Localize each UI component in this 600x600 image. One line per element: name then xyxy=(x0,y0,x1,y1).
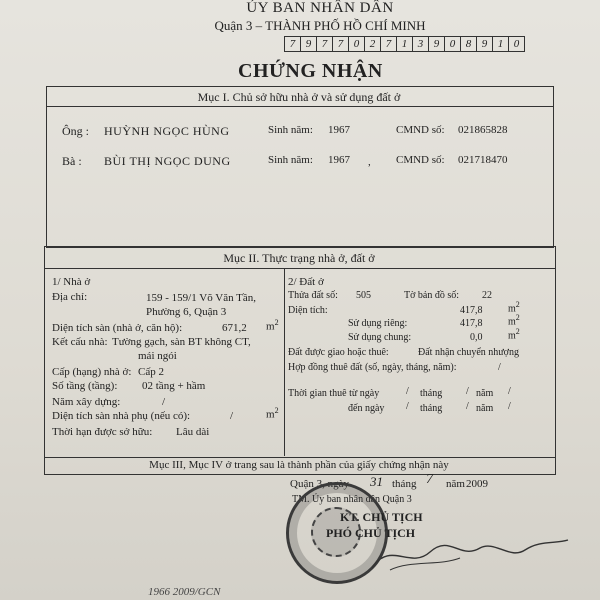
serial-digit: 9 xyxy=(301,37,317,51)
aux-area-label: Diện tích sàn nhà phụ (nếu có): xyxy=(52,410,191,422)
shared-use-value: 0,0 xyxy=(470,332,483,343)
divider xyxy=(44,268,555,269)
serial-digit: 7 xyxy=(285,37,301,51)
signing-year: 2009 xyxy=(466,478,488,490)
separator-comma: , xyxy=(368,156,371,168)
parcel-label: Thửa đất số: xyxy=(288,290,338,301)
footer-note: Mục III, Mục IV ở trang sau là thành phần của giấy chứng nhận này xyxy=(149,459,449,471)
serial-digit: 7 xyxy=(381,37,397,51)
lease-from-month: / xyxy=(466,386,469,397)
year-built-label: Năm xây dựng: xyxy=(52,396,121,408)
shared-use-label: Sử dụng chung: xyxy=(348,332,412,343)
owner1-birth-year: 1967 xyxy=(328,124,350,136)
serial-digit: 0 xyxy=(349,37,365,51)
address-label: Địa chỉ: xyxy=(52,291,88,303)
land-area-unit: $m^2$ xyxy=(508,300,520,315)
owner1-name: HUỲNH NGỌC HÙNG xyxy=(104,124,230,138)
floor-area-label: Diện tích sàn (nhà ở, căn hộ): xyxy=(52,322,183,334)
house-title: 1/ Nhà ở xyxy=(52,276,91,288)
owner2-birth-label: Sinh năm: xyxy=(268,154,313,166)
lease-from-day: / xyxy=(406,386,409,397)
address-line1: 159 - 159/1 Võ Văn Tần, xyxy=(146,292,256,304)
ownership-term-label: Thời hạn được sở hữu: xyxy=(52,426,153,438)
signing-authority: TM. Ủy ban nhân dân Quận 3 xyxy=(292,494,412,505)
lease-contract-label: Hợp đồng thuê đất (số, ngày, tháng, năm): xyxy=(288,362,457,373)
serial-digit: 8 xyxy=(461,37,477,51)
serial-digit: 7 xyxy=(333,37,349,51)
ownership-term-value: Lâu dài xyxy=(176,426,210,438)
owner1-birth-label: Sinh năm: xyxy=(268,124,313,136)
issuer-name: ỦY BAN NHÂN DÂN xyxy=(246,0,394,16)
serial-digit: 2 xyxy=(365,37,381,51)
lease-to-month: / xyxy=(466,401,469,412)
signer-role1: KT. CHỦ TỊCH xyxy=(340,510,423,524)
land-origin-value: Đất nhận chuyển nhượng xyxy=(418,347,519,358)
signing-day: 31 xyxy=(370,474,383,489)
land-origin-label: Đất được giao hoặc thuê: xyxy=(288,347,389,358)
floors-value: 02 tầng + hầm xyxy=(142,380,206,392)
structure-label: Kết cấu nhà: xyxy=(52,336,108,348)
land-area-value: 417,8 xyxy=(460,305,483,316)
aux-area-value: / xyxy=(230,410,234,422)
land-area-label: Diện tích: xyxy=(288,305,328,316)
shared-use-unit: $m^2$ xyxy=(508,327,520,342)
lease-to-year: / xyxy=(508,401,511,412)
registry-number: 1966 2009/GCN xyxy=(148,586,221,598)
lease-to-year-label: năm xyxy=(476,403,494,414)
lease-from-label: Thời gian thuê từ ngày xyxy=(288,388,380,399)
owner1-id-label: CMND số: xyxy=(396,124,445,136)
lease-from-year: / xyxy=(508,386,511,397)
map-sheet-value: 22 xyxy=(482,290,492,301)
serial-digit: 1 xyxy=(493,37,509,51)
serial-digit: 1 xyxy=(397,37,413,51)
structure-line1: Tường gạch, sàn BT không CT, xyxy=(112,336,251,348)
parcel-value: 505 xyxy=(356,290,371,301)
floor-area-unit: $m^2$ xyxy=(266,318,279,333)
signing-place: Quận 3, ngày xyxy=(290,478,349,490)
lease-from-month-label: tháng xyxy=(420,388,443,399)
serial-digit: 0 xyxy=(513,38,520,50)
lease-to-label: đến ngày xyxy=(348,403,385,414)
serial-digit: 9 xyxy=(429,37,445,51)
lease-to-month-label: tháng xyxy=(420,403,443,414)
property-section-heading: Mục II. Thực trạng nhà ở, đất ở xyxy=(223,251,375,265)
owner2-birth-year: 1967 xyxy=(328,154,350,166)
serial-digit: 9 xyxy=(477,37,493,51)
owner-section-heading: Mục I. Chủ sở hữu nhà ở và sử dụng đất ở xyxy=(197,90,401,104)
lease-to-day: / xyxy=(406,401,409,412)
grade-value: Cấp 2 xyxy=(138,366,164,378)
floor-area-value: 671,2 xyxy=(222,322,247,334)
private-use-value: 417,8 xyxy=(460,318,483,329)
serial-digit: 0 xyxy=(445,37,461,51)
signer-role2: PHÓ CHỦ TỊCH xyxy=(326,526,416,540)
grade-label: Cấp (hạng) nhà ở: xyxy=(52,366,132,378)
serial-digit: 3 xyxy=(413,37,429,51)
owner2-id-label: CMND số: xyxy=(396,154,445,166)
aux-area-unit: $m^2$ xyxy=(266,406,279,421)
structure-line2: mái ngói xyxy=(138,350,177,362)
private-use-unit: $m^2$ xyxy=(508,313,520,328)
owner1-prefix: Ông : xyxy=(62,124,89,138)
address-line2: Phường 6, Quận 3 xyxy=(146,306,227,318)
owner2-id-number: 021718470 xyxy=(458,154,508,166)
land-title: 2/ Đất ở xyxy=(288,276,324,288)
year-built-value: / xyxy=(162,396,166,408)
column-divider xyxy=(284,268,285,456)
lease-contract-value: / xyxy=(498,362,501,373)
floors-label: Số tầng (tầng): xyxy=(52,380,118,392)
signing-month-label: tháng xyxy=(392,478,417,490)
divider xyxy=(46,106,553,107)
lease-from-year-label: năm xyxy=(476,388,494,399)
owner2-name: BÙI THỊ NGỌC DUNG xyxy=(104,154,231,168)
map-sheet-label: Tờ bản đồ số: xyxy=(404,290,460,301)
owner2-prefix: Bà : xyxy=(62,154,82,168)
serial-digit: 7 xyxy=(317,37,333,51)
private-use-label: Sử dụng riêng: xyxy=(348,318,408,329)
serial-number xyxy=(284,36,525,52)
signature xyxy=(370,530,570,580)
issuer-district: Quận 3 – THÀNH PHỐ HỒ CHÍ MINH xyxy=(214,18,426,33)
certificate-title: CHỨNG NHẬN xyxy=(238,60,383,82)
signing-month: 7 xyxy=(426,472,433,487)
owner1-id-number: 021865828 xyxy=(458,124,508,136)
signing-year-label: năm xyxy=(446,478,465,490)
